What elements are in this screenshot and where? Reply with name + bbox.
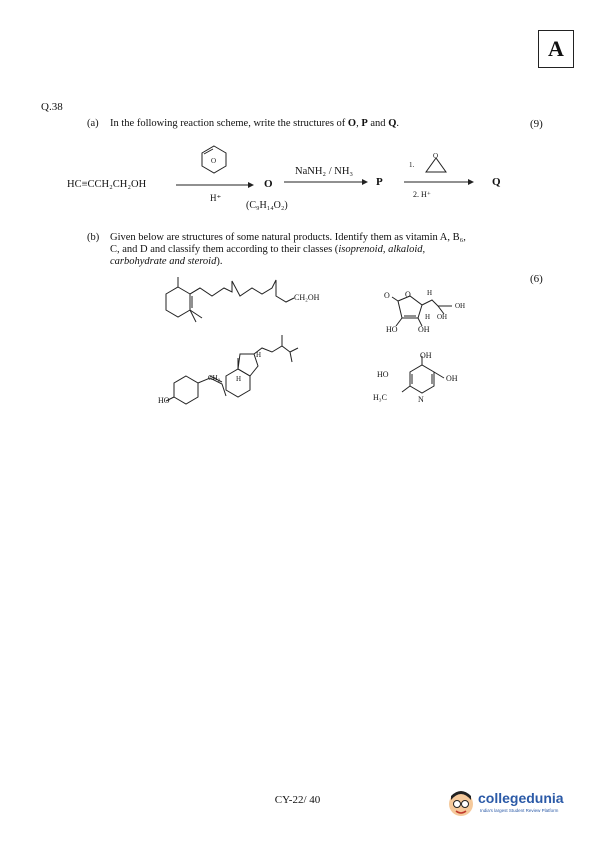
reagent-2: NaNH₂ / NH₃ <box>295 166 354 177</box>
vitamin-a-structure <box>166 277 294 322</box>
formula-o: (C₉H₁₄O₂) <box>246 200 288 211</box>
part-b-line1: Given below are structures of some natural products. Identify them as vitamin A, B₆, <box>110 232 466 243</box>
part-b-line3-end: ). <box>216 256 223 267</box>
page-number: CY-22/ 40 <box>274 794 321 806</box>
start-material: HC≡CCH₂CH₂OH <box>67 179 147 190</box>
logo-mascot-icon <box>446 788 476 818</box>
epoxide-o: O <box>433 152 439 160</box>
part-a-sep1: , <box>356 118 362 129</box>
vitamin-c-structure <box>392 296 452 326</box>
vit-c-oh: OH <box>455 302 466 310</box>
part-b-label: (b) <box>87 232 100 243</box>
arrow-3 <box>404 179 474 185</box>
part-b-line3 <box>110 256 222 268</box>
vit-c-h2: H <box>425 313 431 321</box>
b6-ho: HO <box>377 370 389 379</box>
vit-c-oh-bottom: OH <box>418 325 430 334</box>
vit-c-oh-right: OH <box>437 313 448 321</box>
part-b-line2-text: C, and D and classify them according to their classes ( <box>110 244 339 255</box>
reagent-1: H⁺ <box>210 193 222 203</box>
part-a-label: (a) <box>87 118 99 129</box>
vit-c-ring-o: O <box>405 290 411 299</box>
part-b-line2 <box>110 244 425 256</box>
arrow-1 <box>176 182 254 188</box>
vit-d-ch2: CH₂ <box>208 374 221 382</box>
vit-a-ch2oh: CH₂OH <box>294 293 320 302</box>
vit-d-h: H <box>256 351 262 359</box>
vit-d-h2: H <box>236 375 242 383</box>
vitamin-b6-structure <box>402 356 444 393</box>
arrow-2 <box>284 179 368 185</box>
vit-c-ho: HO <box>386 325 398 334</box>
b6-n: N <box>418 395 424 404</box>
reagent-3-step2: 2. H⁺ <box>413 190 431 199</box>
b6-oh-top: OH <box>420 351 432 360</box>
part-b-classes-2: carbohydrate and steroid <box>110 256 217 267</box>
vit-c-o: O <box>384 291 390 300</box>
product-p: P <box>376 176 383 188</box>
part-b-marks: (6) <box>530 273 543 285</box>
part-a-marks: (9) <box>530 118 543 130</box>
brand-name: collegedunia <box>478 790 564 806</box>
vit-d-ho: HO <box>158 396 170 405</box>
paper-code-box: A <box>538 30 574 68</box>
product-o: O <box>264 178 273 190</box>
brand-tagline: India's largest Student Review Platform <box>480 808 559 813</box>
part-a-o: O <box>347 118 357 129</box>
vit-c-h: H <box>427 289 433 297</box>
b6-oh-right: OH <box>446 374 458 383</box>
epoxide-structure <box>426 158 446 172</box>
part-a-p: P <box>361 118 368 129</box>
part-a-sep2: and <box>367 118 389 129</box>
question-number: Q.38 <box>41 101 63 113</box>
part-b-classes: isoprenoid, alkaloid, <box>338 244 426 255</box>
part-a-text-pre: In the following reaction scheme, write the structures of <box>110 118 348 129</box>
brand-logo <box>446 784 576 824</box>
dihydropyran-o: O <box>211 157 217 165</box>
vitamin-d-structure <box>166 335 298 404</box>
reagent-3-step1: 1. <box>409 161 415 169</box>
product-q: Q <box>492 176 501 188</box>
part-a-end: . <box>396 118 399 129</box>
b6-h3c: H₃C <box>373 393 387 402</box>
part-a-q: Q <box>388 118 397 129</box>
